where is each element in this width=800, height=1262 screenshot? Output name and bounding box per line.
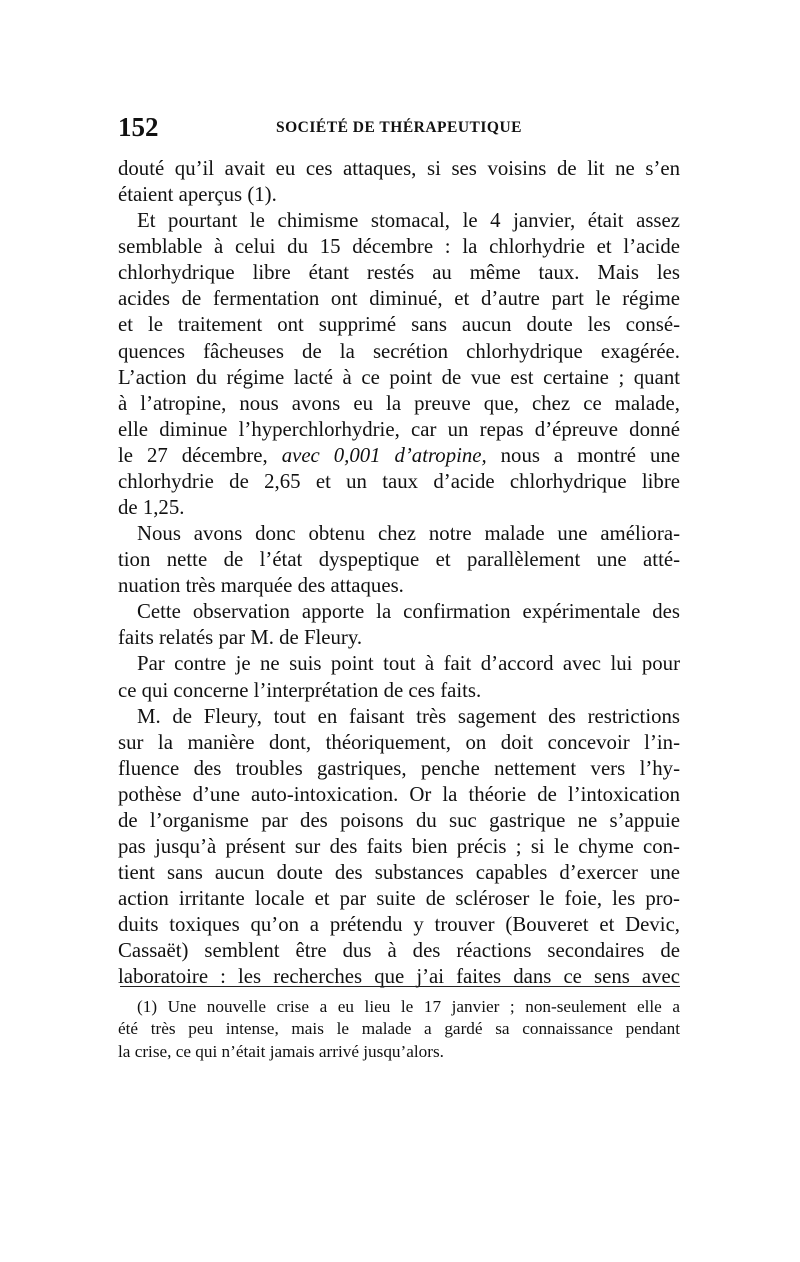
page-number: 152 xyxy=(118,112,159,142)
text-line: quences fâcheuses de la secrétion chlorhydrique exagérée. xyxy=(118,339,680,363)
text-line: faits relatés par M. de Fleury. xyxy=(118,626,363,650)
text-line: M. de Fleury, tout en faisant très sagement des restrictions xyxy=(137,704,680,728)
text-run: nous a montré une xyxy=(486,443,680,467)
text-line: et le traitement ont supprimé sans aucun doute les consé- xyxy=(118,313,680,337)
text-line: pas jusqu’à présent sur des faits bien précis ; si le chyme con- xyxy=(118,835,680,859)
text-line-italic-phrase xyxy=(118,443,680,469)
text-line: de 1,25. xyxy=(118,496,185,520)
text-line: de l’organisme par des poisons du suc gastrique ne s’appuie xyxy=(118,808,680,832)
body-text xyxy=(118,156,680,991)
text-line: douté qu’il avait eu ces attaques, si ses voisins de lit ne s’en xyxy=(118,157,680,180)
running-head: SOCIÉTÉ DE THÉRAPEUTIQUE xyxy=(276,119,522,136)
text-line: nuation très marquée des attaques. xyxy=(118,574,404,598)
text-line: L’action du régime lacté à ce point de vue est certaine ; quant xyxy=(118,365,680,389)
text-line: Cassaët) semblent être dus à des réactions secondaires de xyxy=(118,939,680,963)
text-line: ce qui concerne l’interprétation de ces faits. xyxy=(118,678,482,702)
text-line: acides de fermentation ont diminué, et d’autre part le régime xyxy=(118,287,680,311)
text-line: sur la manière dont, théoriquement, on doit concevoir l’in- xyxy=(118,730,680,754)
text-line: Nous avons donc obtenu chez notre malade une améliora- xyxy=(137,522,680,546)
text-line: fluence des troubles gastriques, penche nettement vers l’hy- xyxy=(118,756,680,780)
footnote-line: été très peu intense, mais le malade a gardé sa connaissance pendant xyxy=(118,1019,680,1039)
text-line: semblable à celui du 15 décembre : la chlorhydrie et l’acide xyxy=(118,235,680,259)
text-line: chlorhydrie de 2,65 et un taux d’acide chlorhydrique libre xyxy=(118,469,680,493)
footnote-divider xyxy=(120,986,680,987)
text-line: laboratoire : les recherches que j’ai faites dans ce sens avec xyxy=(118,965,680,989)
text-line: action irritante locale et par suite de scléroser le foie, les pro- xyxy=(118,887,680,911)
text-line: étaient aperçus (1). xyxy=(118,183,277,207)
footnote-line: la crise, ce qui n’était jamais arrivé jusqu’alors. xyxy=(118,1041,444,1061)
text-line: elle diminue l’hyperchlorhydrie, car un repas d’épreuve donné xyxy=(118,417,680,441)
text-run: le 27 décembre, xyxy=(118,443,282,467)
text-line: chlorhydrique libre étant restés au même taux. Mais les xyxy=(118,261,680,285)
text-line: Et pourtant le chimisme stomacal, le 4 janvier, était assez xyxy=(137,209,680,233)
text-line: pothèse d’une auto-intoxication. Or la théorie de l’intoxication xyxy=(118,782,680,806)
footnote-line: (1) Une nouvelle crise a eu lieu le 17 janvier ; non-seulement elle a xyxy=(137,997,680,1016)
text-line: tient sans aucun doute des substances capables d’exercer une xyxy=(118,861,680,885)
text-line: duits toxiques qu’on a prétendu y trouver (Bouveret et Devic, xyxy=(118,913,680,937)
italic-phrase: avec 0,001 d’atropine, xyxy=(281,443,487,467)
footnote xyxy=(118,996,680,1063)
text-line: Par contre je ne suis point tout à fait d’accord avec lui pour xyxy=(137,652,680,676)
page-header xyxy=(118,112,680,142)
text-line: tion nette de l’état dyspeptique et parallèlement une atté- xyxy=(118,548,680,572)
text-line: à l’atropine, nous avons eu la preuve que, chez ce malade, xyxy=(118,391,680,415)
text-line: Cette observation apporte la confirmation expérimentale des xyxy=(137,600,680,624)
